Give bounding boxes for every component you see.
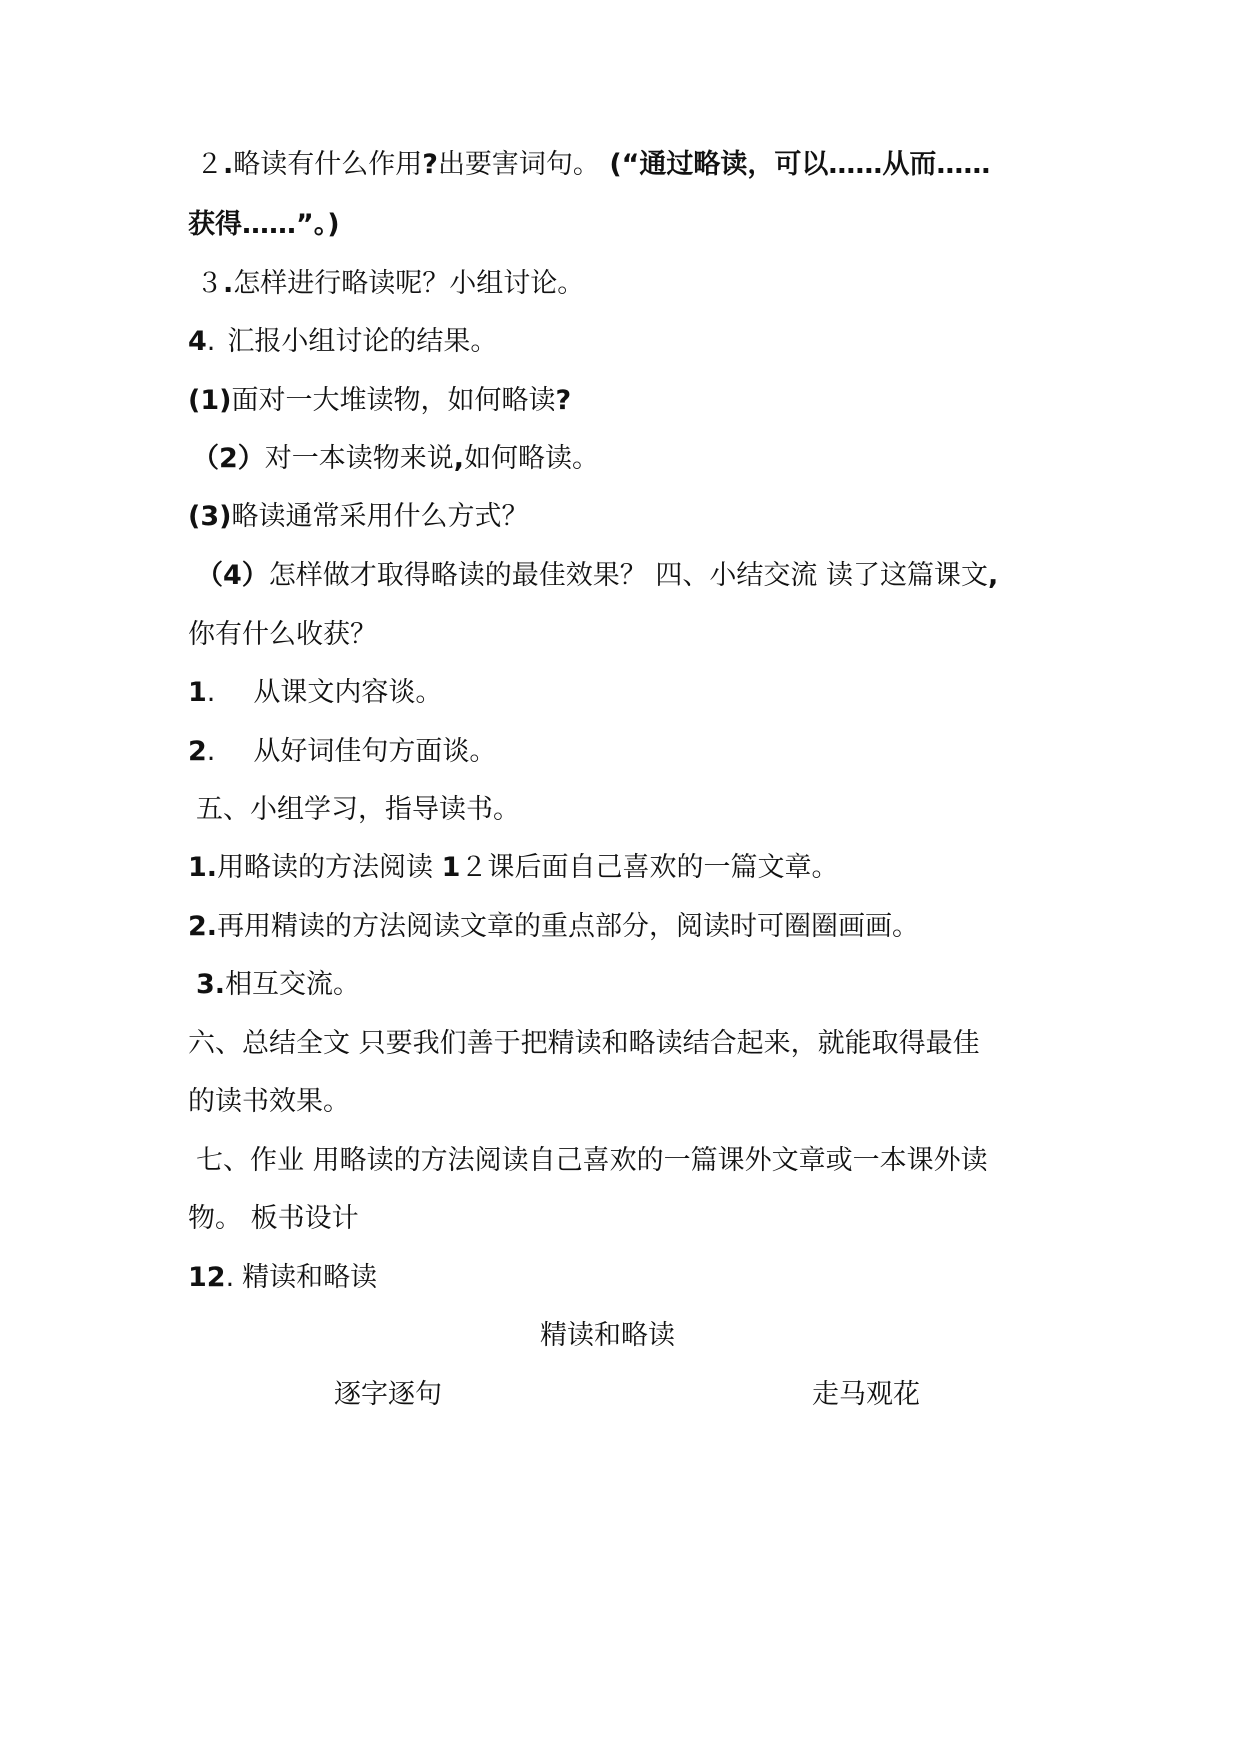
text-line-9: 你有什么收获？ <box>188 619 377 650</box>
board-right-item: 走马观花 <box>812 1379 920 1410</box>
text-line-18: 七、作业 用略读的方法阅读自己喜欢的一篇课外文章或一本课外读 <box>196 1145 988 1176</box>
text-line-11: 2. 从好词佳句方面谈。 <box>188 736 497 767</box>
board-left-item: 逐字逐句 <box>334 1379 442 1410</box>
text-line-15: 3.相互交流。 <box>196 969 361 1000</box>
text-line-4: 4. 汇报小组讨论的结果。 <box>188 326 498 357</box>
text-line-3: ３.怎样进行略读呢？小组讨论。 <box>196 268 585 299</box>
text-line-6: （2）对一本读物来说,如何略读。 <box>192 443 600 474</box>
text-line-17: 的读书效果。 <box>188 1086 350 1117</box>
text-line-19: 物。 板书设计 <box>188 1203 359 1234</box>
text-line-13: 1.用略读的方法阅读 1２课后面自己喜欢的一篇文章。 <box>188 852 839 883</box>
text-line-7: (3)略读通常采用什么方式？ <box>188 501 529 532</box>
text-line-20: 12. 精读和略读 <box>188 1262 378 1293</box>
text-line-16: 六、总结全文 只要我们善于把精读和略读结合起来，就能取得最佳 <box>188 1028 980 1059</box>
text-line-8: （4）怎样做才取得略读的最佳效果？ 四、小结交流 读了这篇课文, <box>196 560 999 591</box>
text-line-1: ２.略读有什么作用?出要害词句。 (“通过略读，可以……从而…… <box>196 149 991 180</box>
text-line-2: 获得……”。) <box>188 209 340 240</box>
board-title: 精读和略读 <box>540 1320 675 1351</box>
text-line-14: 2.再用精读的方法阅读文章的重点部分，阅读时可圈圈画画。 <box>188 911 920 942</box>
text-line-10: 1. 从课文内容谈。 <box>188 677 443 708</box>
text-line-12: 五、小组学习，指导读书。 <box>196 794 520 825</box>
text-line-5: (1)面对一大堆读物，如何略读? <box>188 385 572 416</box>
